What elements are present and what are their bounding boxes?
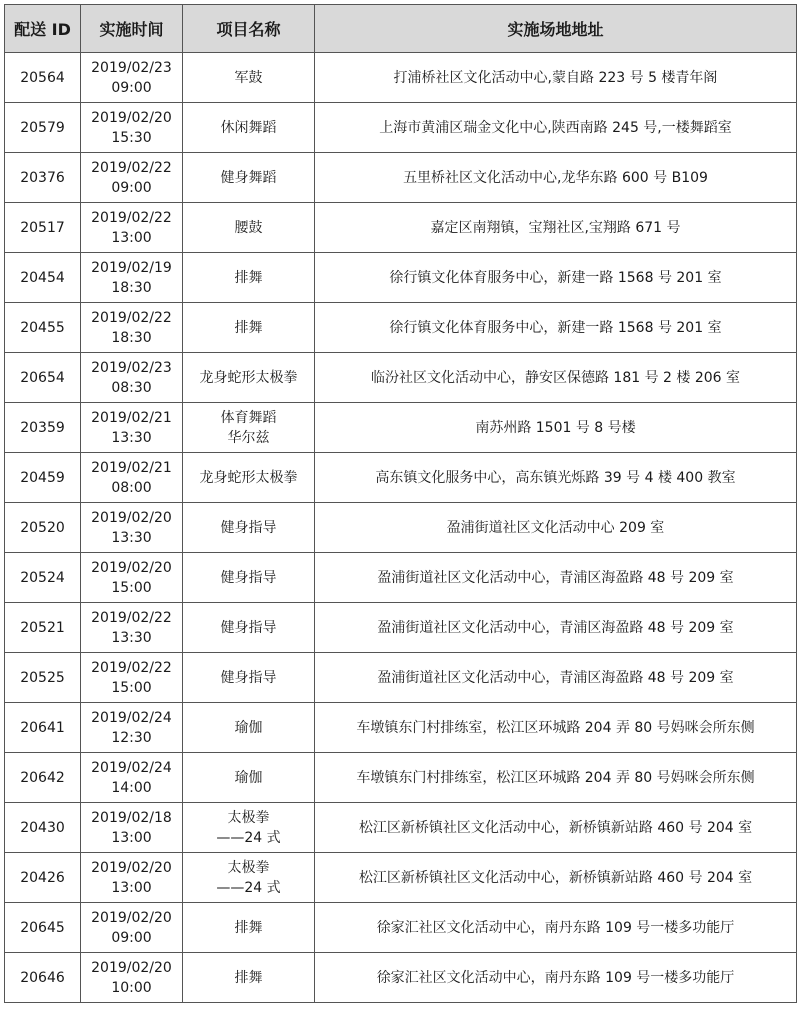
time-date: 2019/02/19 [91, 259, 172, 276]
cell-id: 20641 [5, 703, 81, 753]
project-line: 健身指导 [220, 669, 277, 686]
time-clock: 13:00 [111, 829, 152, 846]
cell-address: 盈浦街道社区文化活动中心 209 室 [315, 503, 797, 553]
project-line: 健身指导 [220, 519, 277, 536]
time-clock: 13:00 [111, 229, 152, 246]
cell-address: 徐家汇社区文化活动中心，南丹东路 109 号一楼多功能厅 [315, 903, 797, 953]
time-clock: 13:30 [111, 529, 152, 546]
project-line: 华尔兹 [227, 429, 270, 446]
time-date: 2019/02/20 [91, 509, 172, 526]
cell-id: 20426 [5, 853, 81, 903]
table-body [5, 53, 797, 1003]
cell-project [183, 453, 315, 503]
cell-time [81, 503, 183, 553]
project-line: 排舞 [234, 969, 263, 986]
time-date: 2019/02/22 [91, 209, 172, 226]
time-date: 2019/02/24 [91, 759, 172, 776]
table-row [5, 853, 797, 903]
cell-address: 徐行镇文化体育服务中心，新建一路 1568 号 201 室 [315, 303, 797, 353]
cell-time [81, 953, 183, 1003]
cell-id: 20654 [5, 353, 81, 403]
table-row [5, 403, 797, 453]
cell-time [81, 803, 183, 853]
time-date: 2019/02/20 [91, 109, 172, 126]
cell-time [81, 653, 183, 703]
time-clock: 14:00 [111, 779, 152, 796]
table-row [5, 603, 797, 653]
cell-address: 徐行镇文化体育服务中心，新建一路 1568 号 201 室 [315, 253, 797, 303]
time-date: 2019/02/20 [91, 859, 172, 876]
header-project: 项目名称 [183, 5, 315, 53]
project-line: ——24 式 [216, 829, 281, 846]
table-row [5, 253, 797, 303]
time-clock: 15:30 [111, 129, 152, 146]
cell-id: 20642 [5, 753, 81, 803]
cell-address: 上海市黄浦区瑞金文化中心,陕西南路 245 号,一楼舞蹈室 [315, 103, 797, 153]
cell-project [183, 153, 315, 203]
cell-time [81, 603, 183, 653]
cell-address: 松江区新桥镇社区文化活动中心，新桥镇新站路 460 号 204 室 [315, 803, 797, 853]
cell-id: 20359 [5, 403, 81, 453]
cell-time [81, 453, 183, 503]
cell-id: 20455 [5, 303, 81, 353]
time-date: 2019/02/18 [91, 809, 172, 826]
project-line: 排舞 [234, 919, 263, 936]
time-clock: 13:30 [111, 429, 152, 446]
time-clock: 09:00 [111, 929, 152, 946]
table-row [5, 703, 797, 753]
cell-address: 五里桥社区文化活动中心,龙华东路 600 号 B109 [315, 153, 797, 203]
cell-id: 20645 [5, 903, 81, 953]
cell-time [81, 253, 183, 303]
project-line: 排舞 [234, 269, 263, 286]
time-clock: 15:00 [111, 679, 152, 696]
project-line: 龙身蛇形太极拳 [199, 369, 298, 386]
cell-id: 20564 [5, 53, 81, 103]
cell-id: 20525 [5, 653, 81, 703]
cell-id: 20646 [5, 953, 81, 1003]
header-id: 配送 ID [5, 5, 81, 53]
cell-id: 20454 [5, 253, 81, 303]
cell-project [183, 653, 315, 703]
cell-address: 南苏州路 1501 号 8 号楼 [315, 403, 797, 453]
project-line: 龙身蛇形太极拳 [199, 469, 298, 486]
time-clock: 10:00 [111, 979, 152, 996]
cell-address: 临汾社区文化活动中心，静安区保德路 181 号 2 楼 206 室 [315, 353, 797, 403]
header-row [5, 5, 797, 53]
time-date: 2019/02/23 [91, 59, 172, 76]
time-date: 2019/02/21 [91, 409, 172, 426]
project-line: 健身指导 [220, 569, 277, 586]
cell-address: 徐家汇社区文化活动中心，南丹东路 109 号一楼多功能厅 [315, 953, 797, 1003]
time-clock: 12:30 [111, 729, 152, 746]
cell-time [81, 553, 183, 603]
cell-time [81, 853, 183, 903]
time-date: 2019/02/20 [91, 909, 172, 926]
table-row [5, 653, 797, 703]
table-row [5, 803, 797, 853]
cell-project [183, 53, 315, 103]
project-line: 太极拳 [227, 809, 270, 826]
table-header [5, 5, 797, 53]
cell-address: 车墩镇东门村排练室，松江区环城路 204 弄 80 号妈咪会所东侧 [315, 703, 797, 753]
cell-time [81, 303, 183, 353]
cell-id: 20579 [5, 103, 81, 153]
cell-id: 20430 [5, 803, 81, 853]
cell-project [183, 103, 315, 153]
cell-id: 20459 [5, 453, 81, 503]
project-line: 排舞 [234, 319, 263, 336]
time-clock: 08:00 [111, 479, 152, 496]
cell-project [183, 203, 315, 253]
time-date: 2019/02/22 [91, 609, 172, 626]
cell-time [81, 753, 183, 803]
project-line: 瑜伽 [234, 719, 263, 736]
cell-address: 松江区新桥镇社区文化活动中心，新桥镇新站路 460 号 204 室 [315, 853, 797, 903]
cell-address: 嘉定区南翔镇，宝翔社区,宝翔路 671 号 [315, 203, 797, 253]
cell-project [183, 903, 315, 953]
cell-time [81, 403, 183, 453]
time-clock: 09:00 [111, 79, 152, 96]
cell-project [183, 803, 315, 853]
table-row [5, 353, 797, 403]
project-line: 瑜伽 [234, 769, 263, 786]
cell-time [81, 703, 183, 753]
cell-address: 盈浦街道社区文化活动中心，青浦区海盈路 48 号 209 室 [315, 553, 797, 603]
time-date: 2019/02/20 [91, 959, 172, 976]
time-date: 2019/02/20 [91, 559, 172, 576]
project-line: 腰鼓 [234, 219, 263, 236]
table-row [5, 103, 797, 153]
table-row [5, 553, 797, 603]
table-row [5, 903, 797, 953]
cell-project [183, 853, 315, 903]
cell-address: 盈浦街道社区文化活动中心，青浦区海盈路 48 号 209 室 [315, 653, 797, 703]
cell-address: 高东镇文化服务中心，高东镇光烁路 39 号 4 楼 400 教室 [315, 453, 797, 503]
project-line: 军鼓 [234, 69, 263, 86]
cell-project [183, 953, 315, 1003]
cell-id: 20376 [5, 153, 81, 203]
header-address: 实施场地地址 [315, 5, 797, 53]
cell-project [183, 503, 315, 553]
cell-address: 打浦桥社区文化活动中心,蒙自路 223 号 5 楼青年阁 [315, 53, 797, 103]
cell-address: 盈浦街道社区文化活动中心，青浦区海盈路 48 号 209 室 [315, 603, 797, 653]
cell-project [183, 403, 315, 453]
cell-project [183, 753, 315, 803]
time-date: 2019/02/22 [91, 309, 172, 326]
cell-project [183, 303, 315, 353]
time-clock: 08:30 [111, 379, 152, 396]
time-clock: 09:00 [111, 179, 152, 196]
project-line: 休闲舞蹈 [220, 119, 277, 136]
cell-time [81, 53, 183, 103]
time-clock: 18:30 [111, 279, 152, 296]
cell-address: 车墩镇东门村排练室，松江区环城路 204 弄 80 号妈咪会所东侧 [315, 753, 797, 803]
cell-time [81, 353, 183, 403]
project-line: 体育舞蹈 [220, 409, 277, 426]
table-row [5, 453, 797, 503]
cell-id: 20524 [5, 553, 81, 603]
cell-project [183, 353, 315, 403]
header-time: 实施时间 [81, 5, 183, 53]
cell-project [183, 603, 315, 653]
schedule-table [4, 4, 797, 1003]
project-line: 健身舞蹈 [220, 169, 277, 186]
project-line: 太极拳 [227, 859, 270, 876]
cell-project [183, 703, 315, 753]
table-row [5, 953, 797, 1003]
cell-time [81, 153, 183, 203]
project-line: ——24 式 [216, 879, 281, 896]
project-line: 健身指导 [220, 619, 277, 636]
time-date: 2019/02/22 [91, 159, 172, 176]
table-row [5, 53, 797, 103]
time-clock: 15:00 [111, 579, 152, 596]
time-clock: 13:30 [111, 629, 152, 646]
cell-time [81, 203, 183, 253]
time-clock: 13:00 [111, 879, 152, 896]
cell-id: 20517 [5, 203, 81, 253]
table-row [5, 203, 797, 253]
cell-id: 20521 [5, 603, 81, 653]
table-row [5, 753, 797, 803]
cell-id: 20520 [5, 503, 81, 553]
time-clock: 18:30 [111, 329, 152, 346]
table-row [5, 503, 797, 553]
cell-time [81, 903, 183, 953]
cell-project [183, 253, 315, 303]
table-row [5, 303, 797, 353]
cell-project [183, 553, 315, 603]
time-date: 2019/02/22 [91, 659, 172, 676]
time-date: 2019/02/23 [91, 359, 172, 376]
time-date: 2019/02/24 [91, 709, 172, 726]
table-row [5, 153, 797, 203]
time-date: 2019/02/21 [91, 459, 172, 476]
cell-time [81, 103, 183, 153]
